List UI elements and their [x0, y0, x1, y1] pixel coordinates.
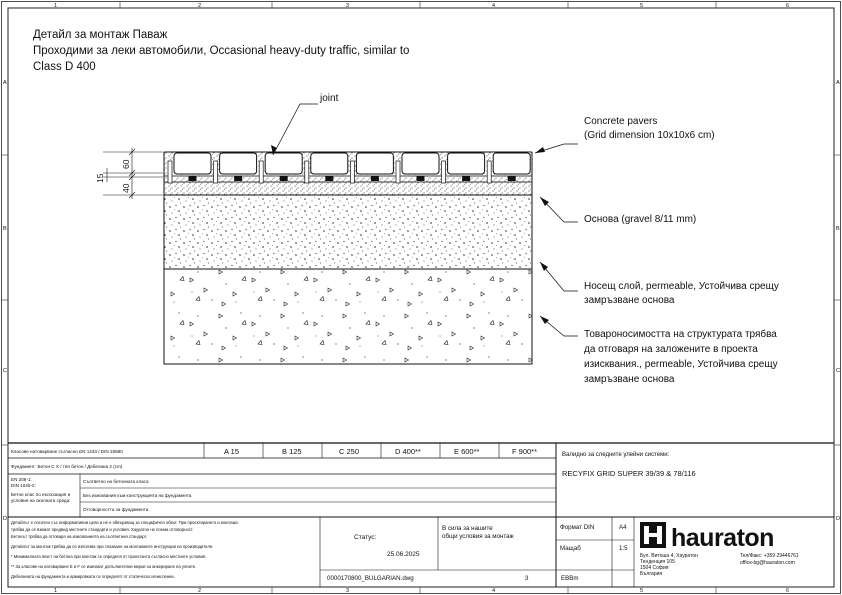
grid-foot: [371, 176, 379, 181]
valid-for-label: Валидно за следните улейни системи:: [562, 452, 670, 458]
grid-foot: [234, 176, 242, 181]
date: 25.06.2025: [387, 551, 420, 558]
callout-pavers-2: (Grid dimension 10x10x6 cm): [584, 130, 715, 141]
grid-wall: [214, 161, 218, 183]
grid-wall: [259, 161, 263, 183]
class-f900: F 900**: [512, 447, 538, 456]
load-classes-label: Класове натоварване съгласно EN 1433 / DIN 19580: [11, 449, 123, 454]
note-5: ** За класове на натоварване E и F се изискват допълнителни мерки за анкериране на улеите.: [11, 564, 197, 569]
note-0: Детайлът е посочен със информативни цели и не е обвързващ за специфичен обект. При проектирането и монтажа: [11, 520, 238, 525]
callout-pavers-1: Concrete pavers: [584, 116, 658, 127]
grid-wall: [396, 161, 400, 183]
callout-bearing-1: Носещ слой, permeable, Устойчива срещу: [584, 281, 779, 292]
addr-3: 1504 София: [640, 565, 669, 571]
joint-label: joint: [320, 93, 339, 104]
dim-40: 40: [121, 183, 131, 193]
note-6: Дебелината на фундамента и армировката се определят от статическо изчисление.: [11, 574, 175, 579]
paver-block: [174, 153, 211, 174]
title-line-2: Проходими за леки автомобили, Occasional heavy-duty traffic, similar to: [33, 45, 410, 57]
grid-wall: [305, 161, 309, 183]
r1b: условия на околната среда:: [11, 498, 71, 503]
paver-block: [493, 153, 530, 174]
r1a: Бетон клас по експозиция и: [11, 492, 71, 497]
callout-leaders: [535, 144, 578, 336]
addr-1: Бул. Витоша 4, Хауратон: [640, 553, 698, 559]
note-3: Детайлът за монтаж трябва да се използва при спазване на монтажните инструкции на производителя.: [11, 544, 214, 549]
format-label: Формат DIN: [560, 524, 595, 531]
dim-15: 15: [95, 173, 105, 183]
class-b125: B 125: [282, 447, 302, 456]
r3: Отговорността за фундамента: [83, 507, 149, 512]
callout-sub-1: Товароносимостта на структурата трябва: [584, 329, 777, 340]
grid-foot: [325, 176, 333, 181]
row-label-d-right: D: [836, 516, 840, 522]
grid-wall: [168, 161, 172, 183]
paver-block: [220, 153, 257, 174]
subbase-layer: [164, 269, 532, 364]
row-label-d: D: [3, 516, 7, 522]
paver-block: [402, 153, 439, 174]
callout-sub-3: изисквания., permeable, Устойчива срещу: [584, 359, 778, 370]
row-label-c-right: C: [836, 368, 840, 374]
hauraton-logo: [640, 522, 774, 552]
callout-base: Основа (gravel 8/11 mm): [584, 214, 697, 225]
grid-foot: [280, 176, 288, 181]
col-label-5-bottom: 5: [640, 588, 644, 594]
dimensions: [103, 148, 163, 199]
col-label-4: 4: [492, 3, 496, 9]
creator: EBBm: [561, 575, 579, 582]
paver-block: [448, 153, 485, 174]
class-a15: A 15: [224, 447, 240, 456]
sheet-no: 3: [525, 575, 529, 582]
phone: Тел/Факс: +359 29446761: [740, 553, 799, 559]
col-label-1-bottom: 1: [54, 588, 58, 594]
callout-bearing-2: замръзване основа: [584, 295, 675, 306]
bedding-layer: [164, 182, 532, 195]
callout-sub-2: да отговаря на заложените в проекта: [584, 344, 758, 355]
row-label-b-right: B: [836, 226, 840, 232]
joint-leader: [273, 104, 318, 155]
class-d400: D 400**: [395, 447, 421, 456]
norm-2: DIN 1045-2:: [11, 483, 36, 488]
row-label-a: A: [3, 80, 7, 86]
grid-foot: [417, 176, 425, 181]
callout-arrowheads: [535, 147, 549, 324]
paver-block: [356, 153, 393, 174]
cross-section: [164, 152, 532, 364]
scale-value: 1:5: [619, 545, 628, 552]
col-label-5: 5: [640, 3, 644, 9]
col-label-2-bottom: 2: [198, 588, 202, 594]
col-label-6-bottom: 6: [786, 588, 790, 594]
col-label-4-bottom: 4: [492, 588, 496, 594]
format-value: A4: [619, 524, 627, 531]
logo-text: hauraton: [671, 524, 774, 552]
norm-1: EN 206-1:: [11, 477, 32, 482]
grid-wall: [442, 161, 446, 183]
foundation-label: Фундамент: Бетон C X / тип бетон / Дебелина 2 (cm): [11, 464, 123, 469]
class-c250: C 250: [339, 447, 360, 456]
r2: Без изисквания към конструкцията на фундамента: [83, 493, 192, 498]
col-label-3-bottom: 3: [346, 588, 350, 594]
note-1: трябва да се вземат предвид местните стандарти и условия. Хауратон не поема отговорност.: [11, 527, 194, 532]
col-label-2: 2: [198, 3, 202, 9]
grid-foot: [462, 176, 470, 181]
col-label-6: 6: [786, 3, 790, 9]
title-line-3: Class D 400: [33, 61, 96, 73]
note-2: Бетонът трябва да отговаря на изискванията на съответния стандарт.: [11, 534, 148, 539]
row-label-a-right: A: [836, 80, 840, 86]
class-e600: E 600**: [454, 447, 480, 456]
dim-60: 60: [121, 159, 131, 169]
note-4: * Минималната якост на бетона при монтаж се определя от проектанта съгласно местните условия.: [11, 554, 207, 559]
addr-2: Тенденция 105: [640, 559, 675, 565]
col-label-3: 3: [346, 3, 350, 9]
product-name: RECYFIX GRID SUPER 39/39 & 78/116: [562, 469, 696, 478]
compliance-1: В сила за нашите: [442, 525, 493, 532]
addr-4: България: [640, 571, 663, 577]
grid-wall: [487, 161, 491, 183]
col-label-1: 1: [54, 3, 58, 9]
base-layer: [164, 195, 532, 269]
email: office-bg@hauraton.com: [740, 560, 795, 566]
grid-foot: [508, 176, 516, 181]
scale-label: Мащаб: [560, 545, 581, 552]
paver-block: [311, 153, 348, 174]
paver-block: [265, 153, 302, 174]
r1c: Съответно на бетонната класа: [83, 479, 149, 484]
grid-wall: [350, 161, 354, 183]
row-label-b: B: [3, 226, 7, 232]
row-label-c: C: [3, 368, 7, 374]
filename: 0000170800_BULGARIAN.dwg: [327, 575, 414, 582]
status-label: Статус:: [354, 534, 377, 541]
compliance-2: общи условия за монтаж: [442, 533, 514, 540]
grid-foot: [189, 176, 197, 181]
title-line-1: Детайл за монтаж Паваж: [33, 29, 168, 41]
callout-sub-4: замръзване основа: [584, 374, 675, 385]
